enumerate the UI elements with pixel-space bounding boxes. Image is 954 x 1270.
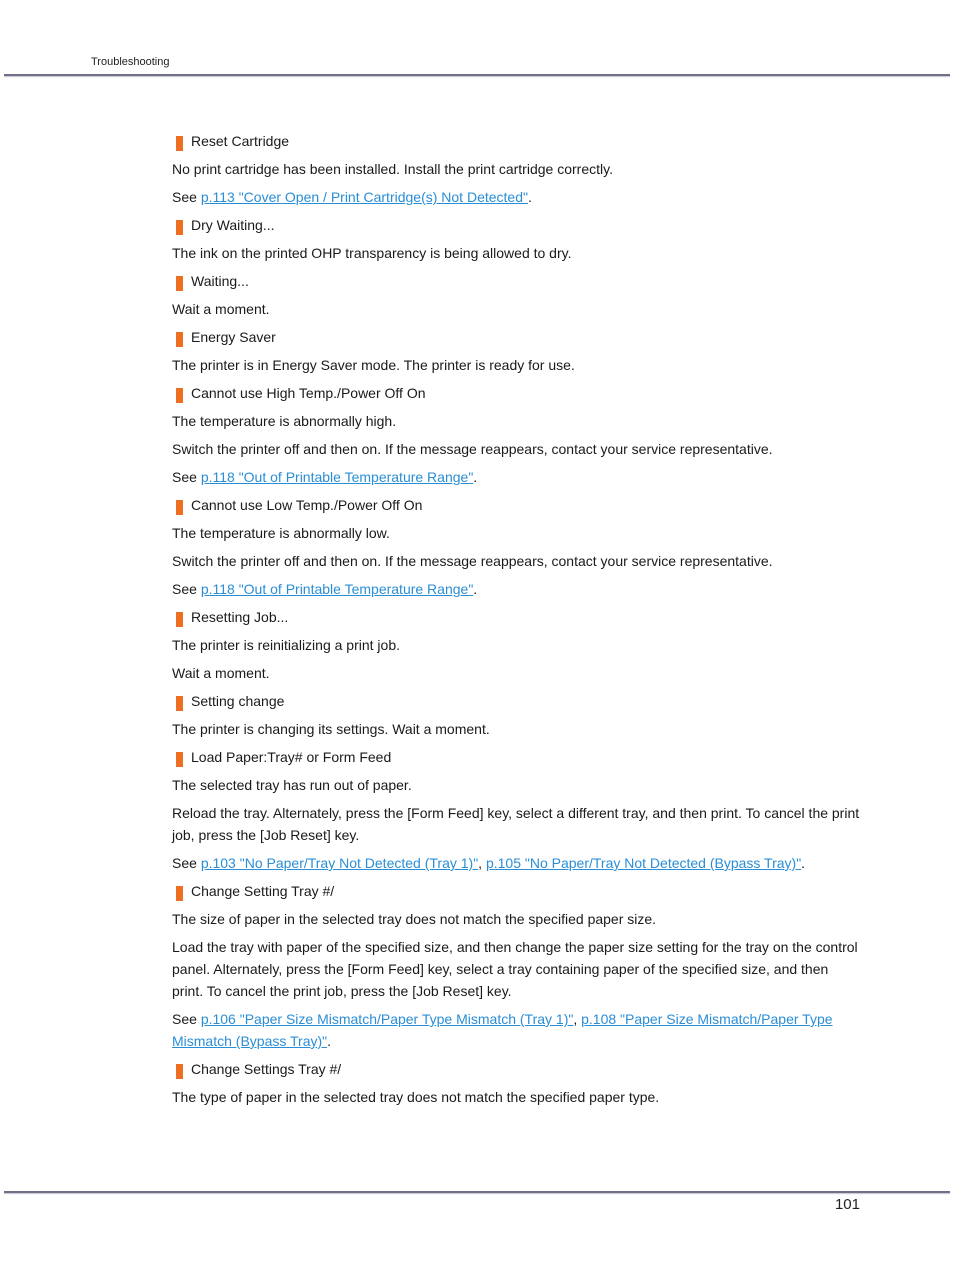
message-heading xyxy=(172,326,862,348)
message-entry xyxy=(172,214,862,264)
message-title: Change Settings Tray #/ xyxy=(191,1061,342,1077)
cross-reference-link[interactable]: p.118 "Out of Printable Temperature Range" xyxy=(200,469,474,485)
heading-marker-icon xyxy=(176,752,183,767)
see-prefix: See xyxy=(172,1011,201,1027)
header-rule xyxy=(4,74,950,76)
message-title: Reset Cartridge xyxy=(191,133,290,149)
heading-marker-icon xyxy=(176,612,183,627)
see-also xyxy=(172,186,862,208)
see-prefix: See xyxy=(172,469,201,485)
message-heading xyxy=(172,1058,862,1080)
message-heading xyxy=(172,606,862,628)
see-prefix: See xyxy=(172,189,201,205)
message-description: Wait a moment. xyxy=(172,665,270,681)
heading-marker-icon xyxy=(176,220,183,235)
heading-marker-icon xyxy=(176,136,183,151)
message-entry xyxy=(172,130,862,208)
message-entry xyxy=(172,690,862,740)
see-prefix: See xyxy=(172,581,201,597)
message-description: The printer is reinitializing a print job. xyxy=(172,637,400,653)
message-title: Change Setting Tray #/ xyxy=(191,883,335,899)
message-description: Switch the printer off and then on. If the message reappears, contact your service representative. xyxy=(172,441,773,457)
cross-reference-link[interactable]: p.106 "Paper Size Mismatch/Paper Type Mismatch (Tray 1)" xyxy=(200,1011,574,1027)
see-also xyxy=(172,466,862,488)
message-heading xyxy=(172,270,862,292)
message-list xyxy=(172,130,862,1114)
page-number: 101 xyxy=(834,1196,860,1213)
message-title: Dry Waiting... xyxy=(191,217,275,233)
message-heading xyxy=(172,746,862,768)
see-prefix: See xyxy=(172,855,201,871)
message-description: The printer is in Energy Saver mode. The printer is ready for use. xyxy=(172,357,575,373)
message-entry xyxy=(172,606,862,684)
cross-reference-link[interactable]: p.118 "Out of Printable Temperature Range" xyxy=(200,581,474,597)
cross-reference-link[interactable]: p.108 "Paper Size Mismatch/Paper Type Mismatch (Bypass Tray)" xyxy=(172,1011,833,1049)
see-suffix: . xyxy=(473,581,478,597)
message-description: Switch the printer off and then on. If the message reappears, contact your service representative. xyxy=(172,553,773,569)
message-entry xyxy=(172,494,862,600)
message-title: Cannot use Low Temp./Power Off On xyxy=(191,497,423,513)
footer-rule xyxy=(4,1191,950,1193)
message-heading xyxy=(172,382,862,404)
heading-marker-icon xyxy=(176,332,183,347)
message-title: Setting change xyxy=(191,693,285,709)
message-entry xyxy=(172,326,862,376)
heading-marker-icon xyxy=(176,1064,183,1079)
message-entry xyxy=(172,746,862,874)
message-description: The temperature is abnormally low. xyxy=(172,525,390,541)
message-description: Load the tray with paper of the specified size, and then change the paper size setting for the tray on the control panel. Alternately, press the [Form Feed] key, select a tray containing paper of the specified size, and then print. To cancel the print job, press the [Job Reset] key. xyxy=(172,939,858,999)
message-title: Resetting Job... xyxy=(191,609,289,625)
message-title: Energy Saver xyxy=(191,329,276,345)
see-also xyxy=(172,578,862,600)
link-separator: , xyxy=(478,855,486,871)
cross-reference-link[interactable]: p.105 "No Paper/Tray Not Detected (Bypass Tray)" xyxy=(485,855,802,871)
message-entry xyxy=(172,1058,862,1108)
message-description: The selected tray has run out of paper. xyxy=(172,777,412,793)
message-description: The temperature is abnormally high. xyxy=(172,413,397,429)
running-head: Troubleshooting xyxy=(91,56,170,68)
message-title: Cannot use High Temp./Power Off On xyxy=(191,385,426,401)
message-description: The type of paper in the selected tray does not match the specified paper type. xyxy=(172,1089,660,1105)
heading-marker-icon xyxy=(176,276,183,291)
heading-marker-icon xyxy=(176,696,183,711)
heading-marker-icon xyxy=(176,388,183,403)
message-description: The printer is changing its settings. Wait a moment. xyxy=(172,721,490,737)
message-description: The size of paper in the selected tray does not match the specified paper size. xyxy=(172,911,657,927)
see-also xyxy=(172,1008,862,1052)
message-heading xyxy=(172,130,862,152)
message-entry xyxy=(172,270,862,320)
message-title: Waiting... xyxy=(191,273,249,289)
message-description: Wait a moment. xyxy=(172,301,270,317)
link-separator: , xyxy=(573,1011,582,1027)
message-heading xyxy=(172,214,862,236)
see-suffix: . xyxy=(473,469,478,485)
message-description: No print cartridge has been installed. Install the print cartridge correctly. xyxy=(172,161,613,177)
heading-marker-icon xyxy=(176,500,183,515)
message-heading xyxy=(172,880,862,902)
see-suffix: . xyxy=(801,855,806,871)
see-suffix: . xyxy=(327,1033,331,1049)
cross-reference-link[interactable]: p.103 "No Paper/Tray Not Detected (Tray 1)" xyxy=(200,855,479,871)
message-title: Load Paper:Tray# or Form Feed xyxy=(191,749,392,765)
see-suffix: . xyxy=(527,189,532,205)
message-entry xyxy=(172,880,862,1052)
message-description: The ink on the printed OHP transparency is being allowed to dry. xyxy=(172,245,572,261)
message-heading xyxy=(172,494,862,516)
message-description: Reload the tray. Alternately, press the [Form Feed] key, select a different tray, and then print. To cancel the print job, press the [Job Reset] key. xyxy=(172,805,860,843)
message-heading xyxy=(172,690,862,712)
heading-marker-icon xyxy=(176,886,183,901)
see-also xyxy=(172,852,862,874)
message-entry xyxy=(172,382,862,488)
cross-reference-link[interactable]: p.113 "Cover Open / Print Cartridge(s) Not Detected" xyxy=(200,189,528,205)
